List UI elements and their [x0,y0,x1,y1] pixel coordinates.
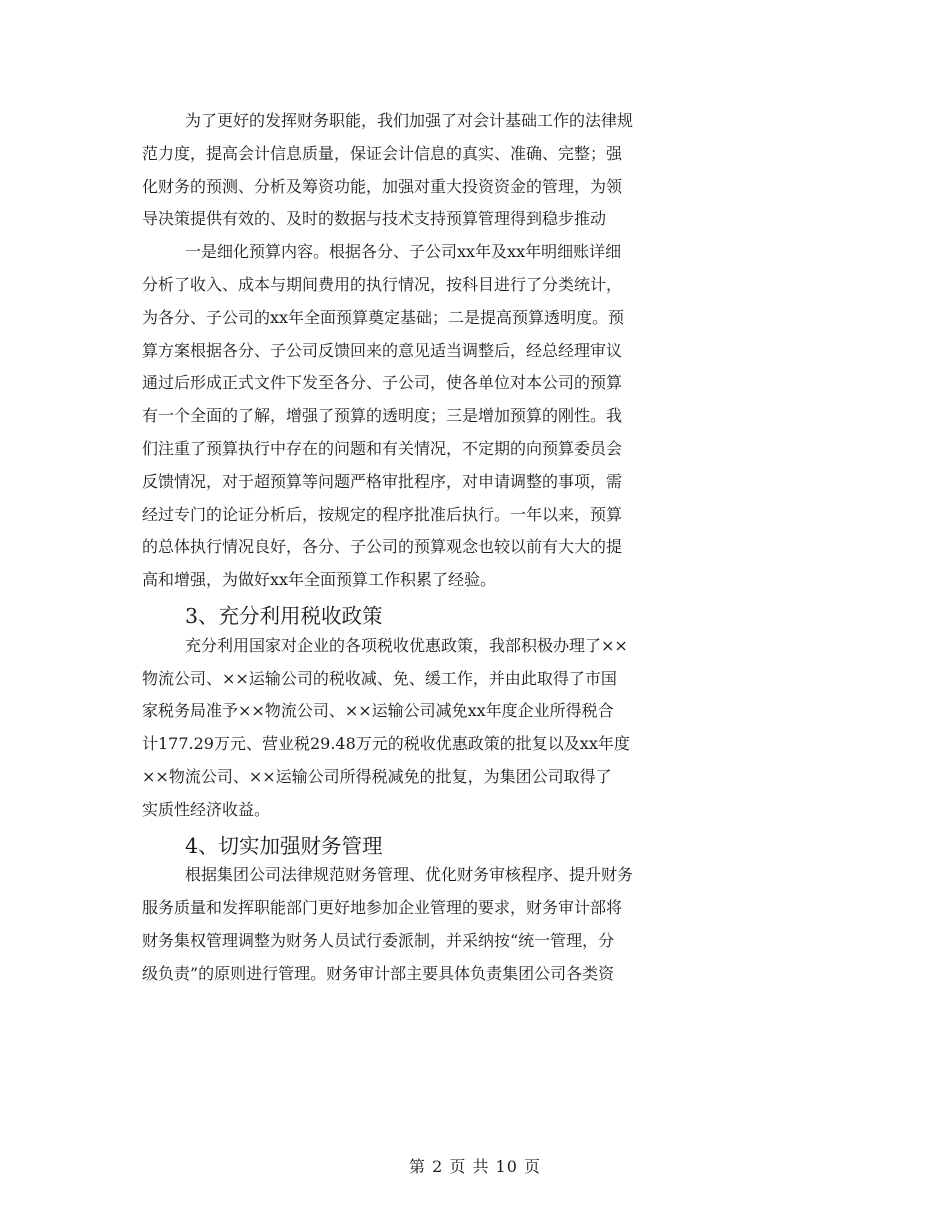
text-line: 财务集权管理调整为财务人员试行委派制，并采纳按“统一管理，分 [142,930,615,950]
paragraph-financial-management [142,862,808,993]
section-heading-4: 4、切实加强财务管理 [185,833,383,858]
text-line: 高和增强，为做好xx年全面预算工作积累了经验。 [142,570,497,590]
text-line: 范力度，提高会计信息质量，保证会计信息的真实、准确、完整；强 [142,143,623,163]
text-line: 算方案根据各分、子公司反馈回来的意见适当调整后，经总经理审议 [142,340,623,360]
text-line: 化财务的预测、分析及筹资功能，加强对重大投资资金的管理，为领 [142,176,623,196]
text-line: 们注重了预算执行中存在的问题和有关情况，不定期的向预算委员会 [142,438,623,458]
text-line: 计177.29万元、营业税29.48万元的税收优惠政策的批复以及xx年度 [142,734,630,754]
paragraph-budget-details [142,239,808,600]
text-line: 分析了收入、成本与期间费用的执行情况，按科目进行了分类统计， [142,274,623,294]
document-body [142,108,808,994]
text-line: 为各分、子公司的xx年全面预算奠定基础；二是提高预算透明度。预 [142,307,625,327]
section-heading-3: 3、充分利用税收政策 [185,603,383,628]
text-line: 为了更好的发挥财务职能，我们加强了对会计基础工作的法律规 [185,111,634,130]
text-line: 一是细化预算内容。根据各分、子公司xx年及xx年明细账详细 [185,242,622,262]
text-line: 通过后形成正式文件下发至各分、子公司，使各单位对本公司的预算 [142,373,623,393]
page-number-footer: 第 2 页 共 10 页 [409,1157,541,1176]
text-line: 服务质量和发挥职能部门更好地参加企业管理的要求，财务审计部将 [142,898,623,918]
text-line: 的总体执行情况良好，各分、子公司的预算观念也较以前有大大的提 [142,537,623,557]
text-line: 物流公司、××运输公司的税收减、免、缓工作，并由此取得了市国 [142,668,617,688]
text-line: 根据集团公司法律规范财务管理、优化财务审核程序、提升财务 [185,865,634,885]
text-line: 经过专门的论证分析后，按规定的程序批准后执行。一年以来，预算 [142,504,623,524]
text-line: 反馈情况，对于超预算等问题严格审批程序，对申请调整的事项，需 [142,471,623,491]
text-line: 充分利用国家对企业的各项税收优惠政策，我部积极办理了×× [185,635,628,655]
text-line: 实质性经济收益。 [142,799,271,819]
text-line: ××物流公司、××运输公司所得税减免的批复，为集团公司取得了 [142,766,612,786]
text-line: 级负责”的原则进行管理。财务审计部主要具体负责集团公司各类资 [142,963,615,983]
text-line: 有一个全面的了解，增强了预算的透明度；三是增加预算的刚性。我 [142,406,623,426]
text-line: 导决策提供有效的、及时的数据与技术支持预算管理得到稳步推动 [142,209,607,229]
text-line: 家税务局准予××物流公司、××运输公司减免xx年度企业所得税合 [142,701,614,721]
paragraph-financial-function [142,108,808,239]
paragraph-tax-policy [142,633,808,830]
